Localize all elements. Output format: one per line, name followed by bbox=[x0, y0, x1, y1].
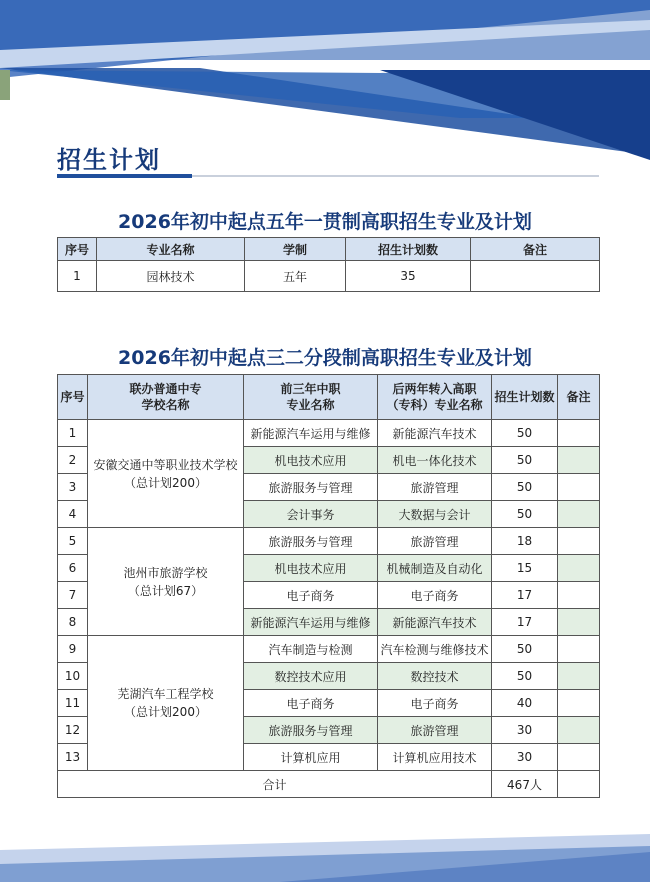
cell-major: 园林技术 bbox=[97, 261, 245, 292]
school-total: （总计划67） bbox=[127, 583, 204, 598]
cell-second-major: 数控技术 bbox=[378, 663, 492, 690]
cell-no: 11 bbox=[58, 690, 88, 717]
cell-first-major: 数控技术应用 bbox=[244, 663, 378, 690]
cell-second-major: 计算机应用技术 bbox=[378, 744, 492, 771]
cell-first-major: 计算机应用 bbox=[244, 744, 378, 771]
col-header-major: 专业名称 bbox=[97, 238, 245, 261]
cell-quota: 30 bbox=[492, 744, 558, 771]
cell-school bbox=[88, 420, 244, 528]
three-two-plan-table bbox=[57, 374, 600, 798]
cell-no: 7 bbox=[58, 582, 88, 609]
cell-quota: 40 bbox=[492, 690, 558, 717]
cell-second-major: 电子商务 bbox=[378, 582, 492, 609]
cell-note bbox=[558, 447, 600, 474]
heading-underline-accent bbox=[57, 174, 192, 178]
cell-second-major: 新能源汽车技术 bbox=[378, 420, 492, 447]
cell-no: 1 bbox=[58, 420, 88, 447]
cell-quota: 50 bbox=[492, 447, 558, 474]
cell-first-major: 旅游服务与管理 bbox=[244, 474, 378, 501]
school-name: 安徽交通中等职业技术学校 bbox=[93, 457, 238, 472]
cell-years: 五年 bbox=[245, 261, 346, 292]
cell-school bbox=[88, 528, 244, 636]
five-year-plan-table bbox=[57, 237, 600, 292]
cell-note bbox=[558, 609, 600, 636]
five-year-plan-title: 2026年初中起点五年一贯制高职招生专业及计划 bbox=[118, 211, 532, 233]
cell-second-major: 机电一体化技术 bbox=[378, 447, 492, 474]
cell-quota: 50 bbox=[492, 663, 558, 690]
col-header-note: 备注 bbox=[471, 238, 600, 261]
three-two-plan-body bbox=[58, 420, 600, 798]
cell-first-major: 机电技术应用 bbox=[244, 447, 378, 474]
table-row bbox=[58, 528, 600, 555]
header-line: 前三年中职 bbox=[280, 382, 341, 396]
header-line: 后两年转入高职 bbox=[392, 382, 477, 396]
header-line: （专科）专业名称 bbox=[386, 398, 483, 412]
cell-no: 4 bbox=[58, 501, 88, 528]
cell-quota: 30 bbox=[492, 717, 558, 744]
table-header-row bbox=[58, 375, 600, 420]
cell-note bbox=[558, 744, 600, 771]
cell-no: 8 bbox=[58, 609, 88, 636]
header-line: 学校名称 bbox=[141, 398, 190, 412]
school-name: 池州市旅游学校 bbox=[123, 565, 208, 580]
cell-second-major: 旅游管理 bbox=[378, 528, 492, 555]
cell-note bbox=[471, 261, 600, 292]
cell-no: 10 bbox=[58, 663, 88, 690]
cell-note bbox=[558, 555, 600, 582]
cell-quota: 50 bbox=[492, 501, 558, 528]
cell-no: 12 bbox=[58, 717, 88, 744]
cell-first-major: 汽车制造与检测 bbox=[244, 636, 378, 663]
cell-quota: 17 bbox=[492, 609, 558, 636]
cell-note bbox=[558, 690, 600, 717]
cell-second-major: 旅游管理 bbox=[378, 717, 492, 744]
table-row bbox=[58, 261, 600, 292]
cell-note bbox=[558, 420, 600, 447]
cell-note bbox=[558, 636, 600, 663]
table-row bbox=[58, 420, 600, 447]
cell-note bbox=[558, 582, 600, 609]
col-header-no: 序号 bbox=[58, 238, 97, 261]
cell-no: 6 bbox=[58, 555, 88, 582]
cell-first-major: 会计事务 bbox=[244, 501, 378, 528]
cell-quota: 17 bbox=[492, 582, 558, 609]
cell-no: 3 bbox=[58, 474, 88, 501]
cell-note bbox=[558, 528, 600, 555]
cell-no: 1 bbox=[58, 261, 97, 292]
total-row bbox=[58, 771, 600, 798]
cell-note bbox=[558, 474, 600, 501]
cell-first-major: 旅游服务与管理 bbox=[244, 717, 378, 744]
school-total: （总计划200） bbox=[124, 705, 207, 719]
cell-first-major: 新能源汽车运用与维修 bbox=[244, 609, 378, 636]
total-value: 467人 bbox=[492, 771, 558, 798]
cell-no: 2 bbox=[58, 447, 88, 474]
page-heading: 招生计划 bbox=[57, 146, 161, 174]
cell-quota: 35 bbox=[346, 261, 471, 292]
cell-second-major: 机械制造及自动化 bbox=[378, 555, 492, 582]
table-row bbox=[58, 636, 600, 663]
header-line: 联办普通中专 bbox=[129, 382, 202, 396]
cell-quota: 18 bbox=[492, 528, 558, 555]
cell-first-major: 旅游服务与管理 bbox=[244, 528, 378, 555]
cell-school bbox=[88, 636, 244, 771]
cell-quota: 50 bbox=[492, 420, 558, 447]
col-header-years: 学制 bbox=[245, 238, 346, 261]
cell-note bbox=[558, 717, 600, 744]
cell-first-major: 机电技术应用 bbox=[244, 555, 378, 582]
col-header-school bbox=[88, 375, 244, 420]
cell-no: 9 bbox=[58, 636, 88, 663]
cell-first-major: 电子商务 bbox=[244, 582, 378, 609]
cell-no: 5 bbox=[58, 528, 88, 555]
col-header-quota: 招生计划数 bbox=[346, 238, 471, 261]
cell-second-major: 电子商务 bbox=[378, 690, 492, 717]
footer-banner bbox=[0, 822, 650, 882]
cell-second-major: 大数据与会计 bbox=[378, 501, 492, 528]
cell-quota: 50 bbox=[492, 636, 558, 663]
cell-second-major: 旅游管理 bbox=[378, 474, 492, 501]
cell-first-major: 电子商务 bbox=[244, 690, 378, 717]
cell-quota: 15 bbox=[492, 555, 558, 582]
col-header-note: 备注 bbox=[558, 375, 600, 420]
school-total: （总计划200） bbox=[124, 475, 207, 490]
total-note bbox=[558, 771, 600, 798]
header-line: 专业名称 bbox=[286, 398, 335, 412]
table-header-row bbox=[58, 238, 600, 261]
cell-second-major: 汽车检测与维修技术 bbox=[378, 636, 492, 663]
cell-note bbox=[558, 501, 600, 528]
heading-underline bbox=[57, 175, 599, 177]
col-header-quota: 招生计划数 bbox=[492, 375, 558, 420]
three-two-plan-title: 2026年初中起点三二分段制高职招生专业及计划 bbox=[118, 347, 532, 369]
col-header-no: 序号 bbox=[58, 375, 88, 420]
col-header-second-major bbox=[378, 375, 492, 420]
cell-second-major: 新能源汽车技术 bbox=[378, 609, 492, 636]
total-label: 合计 bbox=[58, 771, 492, 798]
school-name: 芜湖汽车工程学校 bbox=[117, 687, 214, 701]
cell-note bbox=[558, 663, 600, 690]
col-header-first-major bbox=[244, 375, 378, 420]
cell-first-major: 新能源汽车运用与维修 bbox=[244, 420, 378, 447]
cell-no: 13 bbox=[58, 744, 88, 771]
cell-quota: 50 bbox=[492, 474, 558, 501]
